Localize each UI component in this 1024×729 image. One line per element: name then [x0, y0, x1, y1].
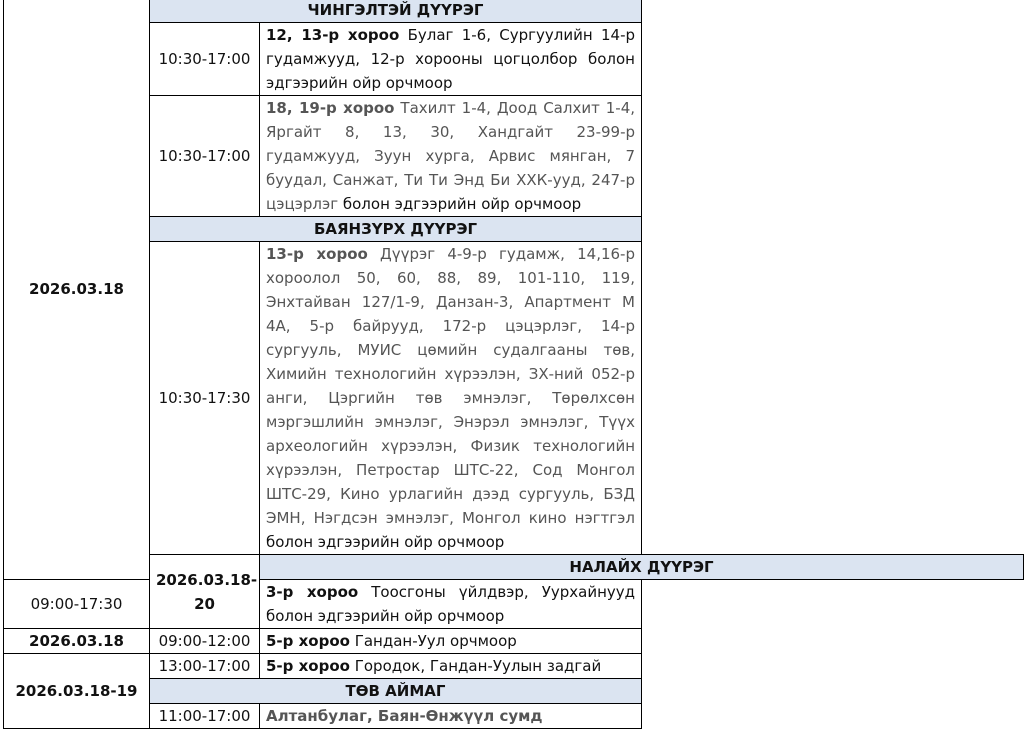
date-cell: 2026.03.18 [4, 0, 150, 580]
khoroo-label: Алтанбулаг, Баян-Өнжүүл сумд [266, 707, 543, 725]
khoroo-label: 5-р хороо [266, 657, 350, 675]
khoroo-label: 5-р хороо [266, 632, 350, 650]
description-cell [260, 23, 642, 96]
district-header-row [4, 217, 1024, 242]
district-header: ТӨВ АЙМАГ [150, 679, 642, 704]
table-row [4, 704, 1024, 729]
table-row [4, 654, 1024, 679]
district-header-row [4, 0, 1024, 23]
district-header: НАЛАЙХ ДҮҮРЭГ [260, 555, 1024, 580]
district-header-row [4, 555, 1024, 580]
date-cell: 2026.03.18-20 [150, 555, 260, 629]
location-text: Тахилт 1-4, Доод Салхит 1-4, Яргайт 8, 13, 30, Хандгайт 23-99-р гудамжууд, Зуун хурга, Арвис мянган, 7 буудал, Санжат, Ти Ти Энд Би ХХК-ууд, 247-р цэцэрлэг [266, 99, 636, 213]
date-cell: 2026.03.18-19 [4, 654, 150, 729]
location-tail: болон эдгээрийн ойр орчмоор [338, 195, 582, 213]
khoroo-label: 13-р хороо [266, 245, 368, 263]
district-header-row [4, 679, 1024, 704]
location-text: Булаг 1-6, Сургуулийн 14-р гудамжууд, 12-р хорооны цогцолбор болон эдгээрийн ойр орчмоор [266, 26, 635, 92]
time-cell: 10:30-17:00 [150, 23, 260, 96]
description-cell [260, 704, 642, 729]
khoroo-label: 12, 13-р хороо [266, 26, 400, 44]
table-row [4, 96, 1024, 217]
description-cell [260, 654, 642, 679]
location-text: Тоосгоны үйлдвэр, Уурхайнууд болон эдгээрийн ойр орчмоор [266, 583, 636, 625]
description-cell [260, 580, 642, 629]
time-cell: 10:30-17:30 [150, 242, 260, 555]
location-text: Дүүрэг 4-9-р гудамж, 14,16-р хороолол 50, 60, 88, 89, 101-110, 119, Энхтайван 127/1-9, Данзан-3, Апартмент М 4А, 5-р байрууд, 172-р цэцэрлэг, 14-р сургууль, МУИС цөмийн судалгааны төв, Химийн технологийн хүрээлэн, ЗХ-ний 052-р анги, Цэргийн төв эмнэлэг, Төрөлхсөн мэргэшлийн эмнэлэг, Энэрэл эмнэлэг, Түүх археологийн хүрээлэн, Физик технологийн хүрээлэн, Петростар ШТС-22, Сод Монгол ШТС-29, Кино урлагийн дээд сургууль, БЗД ЭМН, Нэгдсэн эмнэлэг, Монгол кино нэгтгэл [266, 245, 635, 527]
table-row [4, 629, 1024, 654]
location-text: Гандан-Уул орчмоор [349, 632, 517, 650]
district-header: ЧИНГЭЛТЭЙ ДҮҮРЭГ [150, 0, 642, 23]
district-header: БАЯНЗҮРХ ДҮҮРЭГ [150, 217, 642, 242]
table-row [4, 23, 1024, 96]
time-cell: 11:00-17:00 [150, 704, 260, 729]
date-cell: 2026.03.18 [4, 629, 150, 654]
time-cell: 09:00-12:00 [150, 629, 260, 654]
location-text: Городок, Гандан-Уулын задгай [349, 657, 602, 675]
description-cell [260, 629, 642, 654]
time-cell: 13:00-17:00 [150, 654, 260, 679]
khoroo-label: 18, 19-р хороо [266, 99, 395, 117]
khoroo-label: 3-р хороо [266, 583, 359, 601]
location-tail: болон эдгээрийн ойр орчмоор [266, 533, 505, 551]
description-cell [260, 96, 642, 217]
description-cell [260, 242, 642, 555]
time-cell: 09:00-17:30 [4, 580, 150, 629]
table-row [4, 242, 1024, 555]
outage-schedule-table [3, 0, 1024, 729]
time-cell: 10:30-17:00 [150, 96, 260, 217]
